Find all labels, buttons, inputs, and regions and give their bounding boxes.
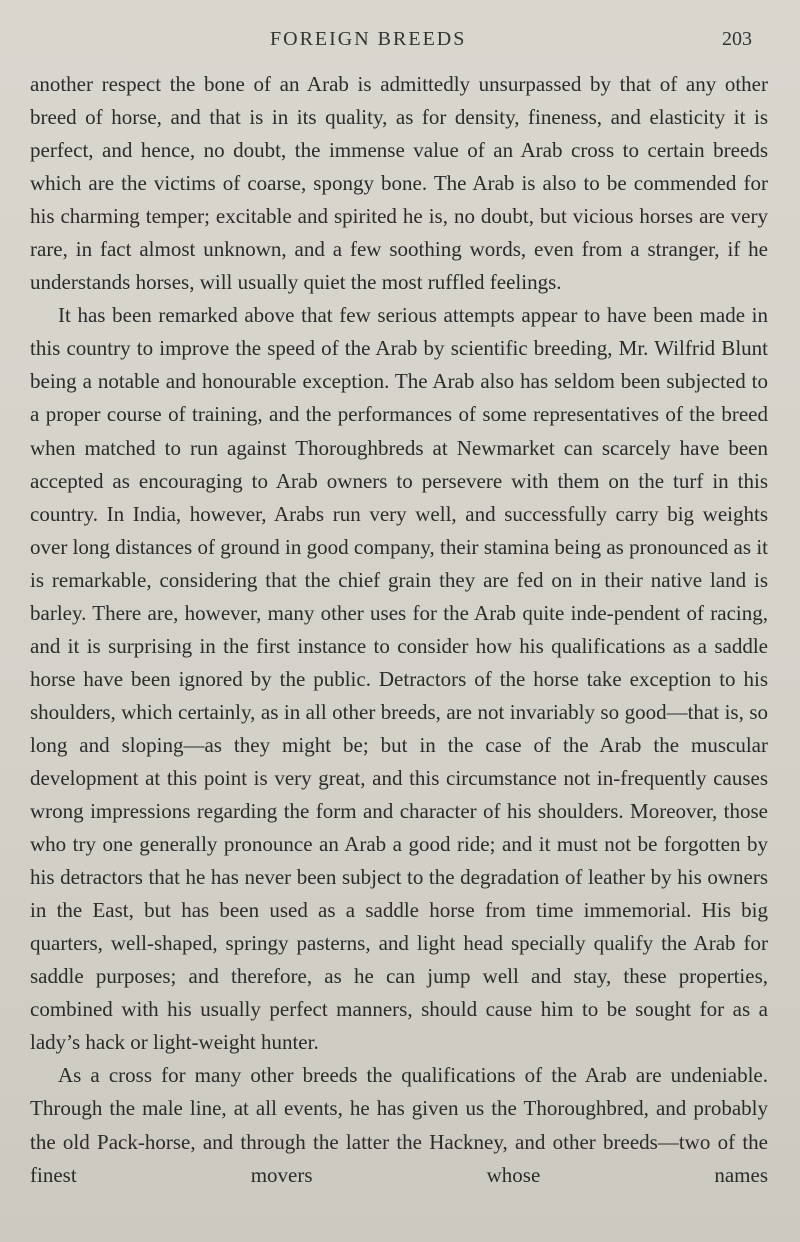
paragraph-continued: another respect the bone of an Arab is admittedly unsurpassed by that of any other breed of horse, and that is in its quality, as for density, fineness, and elasticity it is perfect, and hence, no doubt, the immense value of an Arab cross to certain breeds which are the victims of coarse, spongy bone. The Arab is also to be commended for his charming temper; excitable and spirited he is, no doubt, but vicious horses are very rare, in fact almost unknown, and a few soothing words, even from a stranger, if he understands horses, will usually quiet the most ruffled feelings. — [30, 72, 768, 295]
paragraph: It has been remarked above that few serious attempts appear to have been made in this country to improve the speed of the Arab by scientific breeding, Mr. Wilfrid Blunt being a notable and honourable exception. The Arab also has seldom been subjected to a proper course of training, and the performances of some representatives of the breed when matched to run against Thoroughbreds at Newmarket can scarcely have been accepted as encouraging to Arab owners to persevere with them on the turf in this country. In India, however, Arabs run very well, and successfully carry big weights over long distances of ground in good company, their stamina being as pronounced as it is remarkable, considering that the chief grain they are fed on in their native land is barley. There are, however, many other uses for the Arab quite inde-pendent of racing, and it is surprising in the first instance to consider how his qualifications as a saddle horse have been ignored by the public. Detractors of the horse take exception to his shoulders, which certainly, as in all other breeds, are not invariably so good—that is, so long and sloping—as they might be; but in the case of the Arab the muscular development at this point is very great, and this circumstance not in-frequently causes wrong impressions regarding the form and character of his shoulders. Moreover, those who try one generally pronounce an Arab a good ride; and it must not be forgotten by his detractors that he has never been subject to the degradation of leather by his owners in the East, but has been used as a saddle horse from time immemorial. His big quarters, well-shaped, springy pasterns, and light head specially qualify the Arab for saddle purposes; and therefore, as he can jump well and stay, these properties, combined with his usually perfect manners, should cause him to be sought for as a lady’s hack or light-weight hunter. — [30, 303, 768, 1055]
body-text — [30, 68, 768, 1192]
running-head — [0, 28, 800, 58]
paragraph: As a cross for many other breeds the qualifications of the Arab are undeniable. Through the male line, at all events, he has given us the Thoroughbred, and probably the old Pack-horse, and through the latter the Hackney, and other breeds—two of the finest movers whose names — [30, 1063, 768, 1187]
running-title: FOREIGN BREEDS — [270, 28, 467, 50]
page-number: 203 — [722, 28, 752, 50]
